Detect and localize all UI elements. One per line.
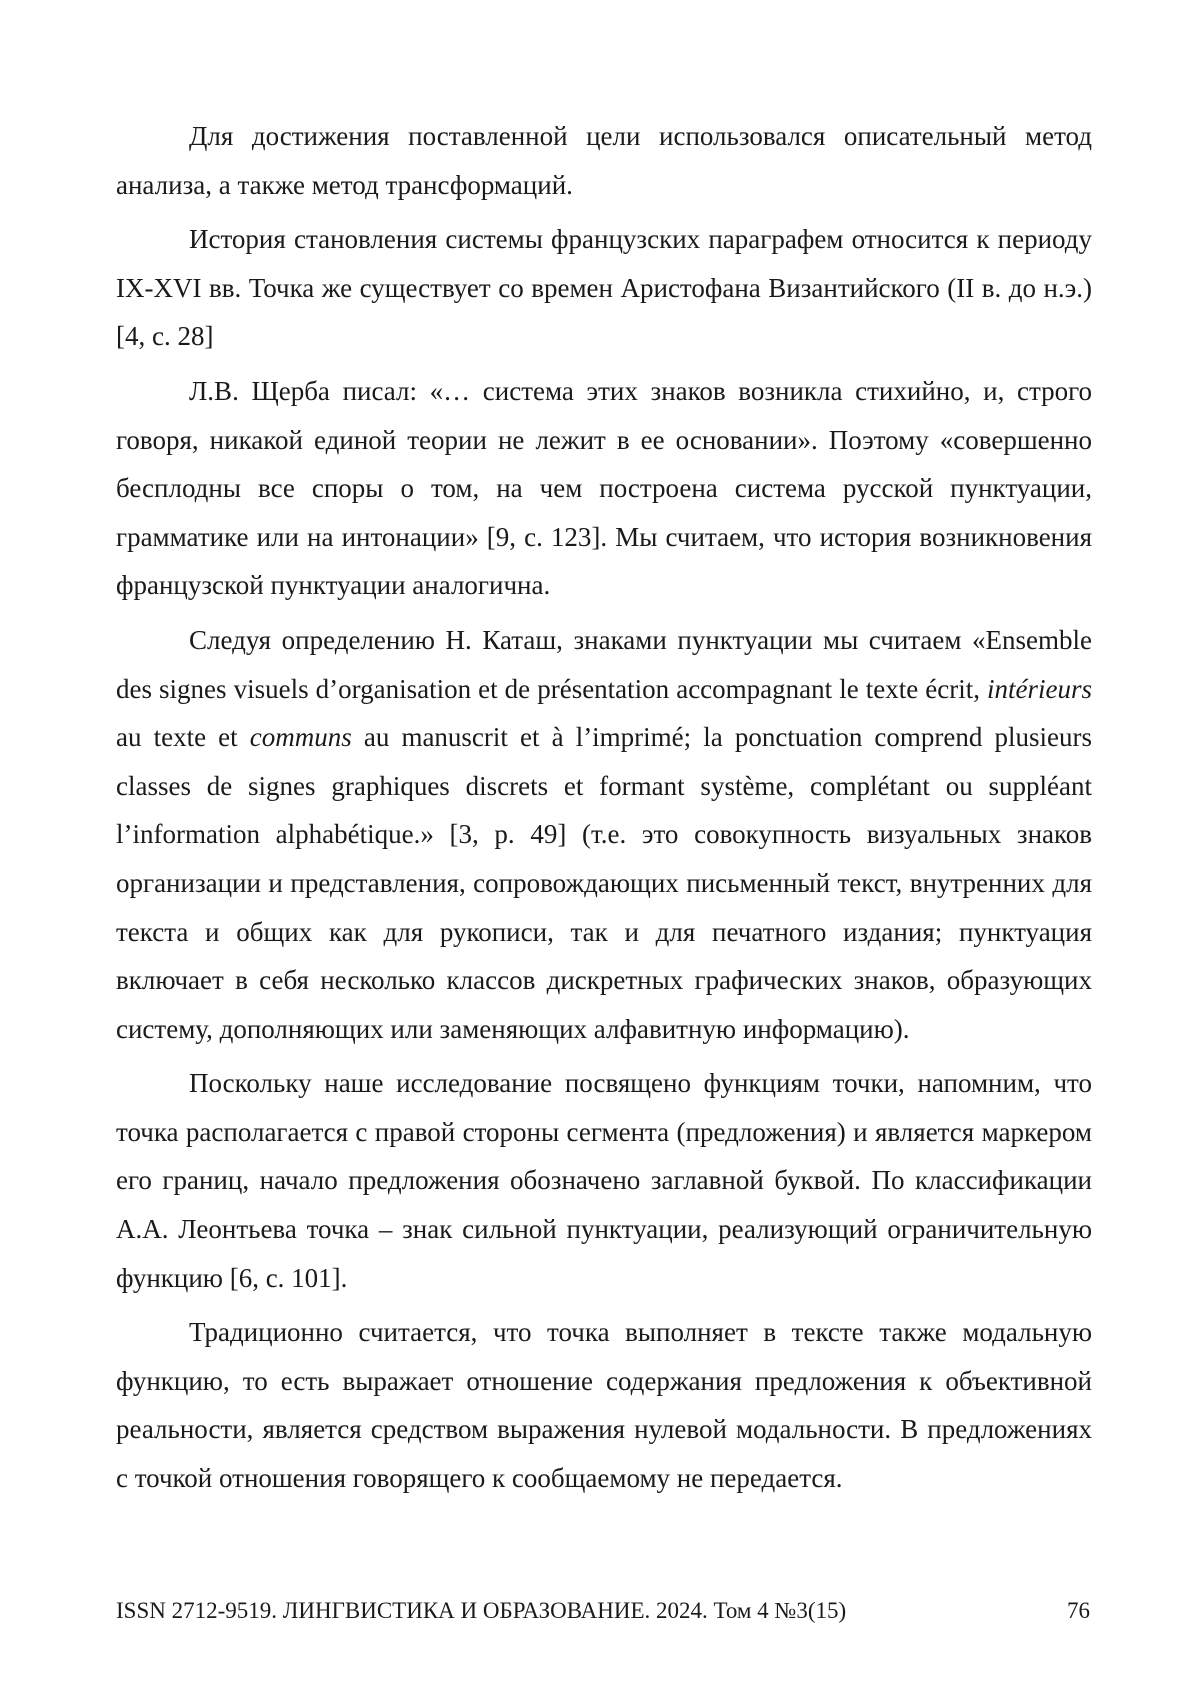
article-body	[116, 112, 1092, 1509]
paragraph-5: Поскольку наше исследование посвящено функциям точки, напомним, что точка располагается с правой стороны сегмента (предложения) и является маркером его границ, начало предложения обозначено заглавной буквой. По классификации А.А. Леонтьева точка – знак сильной пунктуации, реализующий ограничительную функцию [6, с. 101].	[116, 1059, 1092, 1302]
journal-info: ISSN 2712-9519. ЛИНГВИСТИКА И ОБРАЗОВАНИЕ. 2024. Том 4 №3(15)	[116, 1596, 846, 1626]
paragraph-4-part-1: Следуя определению Н. Каташ, знаками пунктуации мы считаем «Ensemble des signes visuels d’organisation et de présentation accompagnant le texte écrit,	[116, 625, 1092, 704]
paragraph-4-part-2: au texte et	[116, 722, 250, 752]
paragraph-6: Традиционно считается, что точка выполняет в тексте также модальную функцию, то есть выражает отношение содержания предложения к объективной реальности, является средством выражения нулевой модальности. В предложениях с точкой отношения говорящего к сообщаемому не передается.	[116, 1308, 1092, 1502]
italic-term-interieurs: intérieurs	[987, 674, 1092, 704]
paragraph-3: Л.В. Щерба писал: «… система этих знаков возникла стихийно, и, строго говоря, никакой единой теории не лежит в ее основании». Поэтому «совершенно бесплодны все споры о том, на чем построена система русской пунктуации, грамматике или на интонации» [9, с. 123]. Мы считаем, что история возникновения французской пунктуации аналогична.	[116, 367, 1092, 610]
paragraph-2: История становления системы французских параграфем относится к периоду IX-XVI вв. Точка же существует со времен Аристофана Византийского (II в. до н.э.) [4, с. 28]	[116, 215, 1092, 361]
paragraph-1: Для достижения поставленной цели использовался описательный метод анализа, а также метод трансформаций.	[116, 112, 1092, 209]
paragraph-4	[116, 616, 1092, 1053]
page-footer	[116, 1596, 1092, 1626]
page-number: 76	[1067, 1596, 1090, 1626]
italic-term-communs: communs	[250, 722, 352, 752]
paragraph-4-part-3: au manuscrit et à l’imprimé; la ponctuation comprend plusieurs classes de signes graphiques discrets et formant système, complétant ou suppléant l’information alphabétique.» [3, p. 49] (т.е. это совокупность визуальных знаков организации и представления, сопровождающих письменный текст, внутренних для текста и общих как для рукописи, так и для печатного издания; пунктуация включает в себя несколько классов дискретных графических знаков, образующих систему, дополняющих или заменяющих алфавитную информацию).	[116, 722, 1092, 1044]
